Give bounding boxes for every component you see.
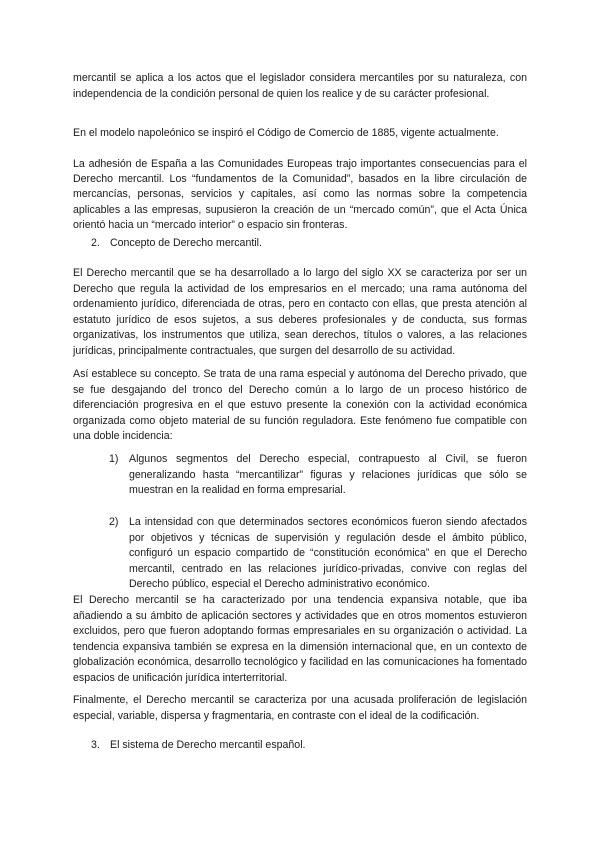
- list-item-text: La intensidad con que determinados sectores económicos fueron siendo afectados por objetivos y técnicas de supervisión y regulación desde el ámbito público, configuró un espacio compartido de “constitución económica” en que el Derecho mercantil, centrado en las relaciones jurídico-privadas, convive con reglas del Derecho público, especial el Derecho administrativo económico.: [129, 516, 527, 591]
- paragraph: mercantil se aplica a los actos que el legislador considera mercantiles por su naturaleza, con independencia de la condición personal de quien los realice y de su carácter profesional.: [73, 72, 527, 100]
- paragraph: Finalmente, el Derecho mercantil se caracteriza por una acusada proliferación de legislación especial, variable, dispersa y fragmentaria, en contraste con el ideal de la codificación.: [73, 694, 527, 722]
- list-item-number: 2): [109, 516, 119, 528]
- list-item-text: Algunos segmentos del Derecho especial, contrapuesto al Civil, se fueron generalizando hasta “mercantilizar” figuras y relaciones jurídicas que sólo se muestran en la realidad en forma empresarial.: [129, 453, 527, 497]
- section-number: 2.: [91, 237, 100, 249]
- section-title: Concepto de Derecho mercantil.: [110, 237, 262, 249]
- paragraph: El Derecho mercantil que se ha desarrollado a lo largo del siglo XX se caracteriza por ser un Derecho que regula la actividad de los empresarios en el mercado; una rama autónoma del ordenamiento jurídico, diferenciada de otras, pero en contacto con ellas, que presta atención al estatuto jurídico de esos sujetos, a sus deberes profesionales y de conducta, sus formas organizativas, los instrumentos que utiliza, sean derechos, títulos o valores, a las relaciones jurídicas, principalmente contractuales, que surgen del desarrollo de su actividad.: [73, 267, 527, 357]
- paragraph: La adhesión de España a las Comunidades Europeas trajo importantes consecuencias para el Derecho mercantil. Los “fundamentos de la Comunidad”, basados en la libre circulación de mercancías, personas, servicios y capitales, así como las normas sobre la competencia aplicables a las empresas, supusieron la creación de un “mercado común”, que el Acta Única orientó hacia un “mercado interior” o espacio sin fronteras.: [73, 158, 527, 231]
- list-item-number: 1): [109, 453, 119, 465]
- section-heading: [91, 236, 262, 252]
- section-heading: [91, 738, 306, 754]
- list-item: [109, 452, 527, 499]
- section-title: El sistema de Derecho mercantil español.: [110, 739, 306, 751]
- list-item: [109, 515, 527, 593]
- paragraph: Así establece su concepto. Se trata de una rama especial y autónoma del Derecho privado, que se fue desgajando del tronco del Derecho común a lo largo de un proceso histórico de diferenciación progresiva en el que estuvo presente la conexión con la actividad económica organizada como objeto material de su función reguladora. Este fenómeno fue compatible con una doble incidencia:: [73, 368, 527, 443]
- paragraph: El Derecho mercantil se ha caracterizado por una tendencia expansiva notable, que iba añadiendo a su ámbito de aplicación sectores y actividades que en otros momentos estuvieron excluidos, pero que fueron adoptando formas empresariales en su organización o actividad. La tendencia expansiva también se expresa en la dimensión internacional que, en un contexto de globalización económica, desarrollo tecnológico y facilidad en las comunicaciones ha fomentado espacios de unificación jurídica interterritorial.: [73, 594, 527, 684]
- section-number: 3.: [91, 739, 100, 751]
- paragraph: En el modelo napoleónico se inspiró el Código de Comercio de 1885, vigente actualmente.: [73, 127, 499, 139]
